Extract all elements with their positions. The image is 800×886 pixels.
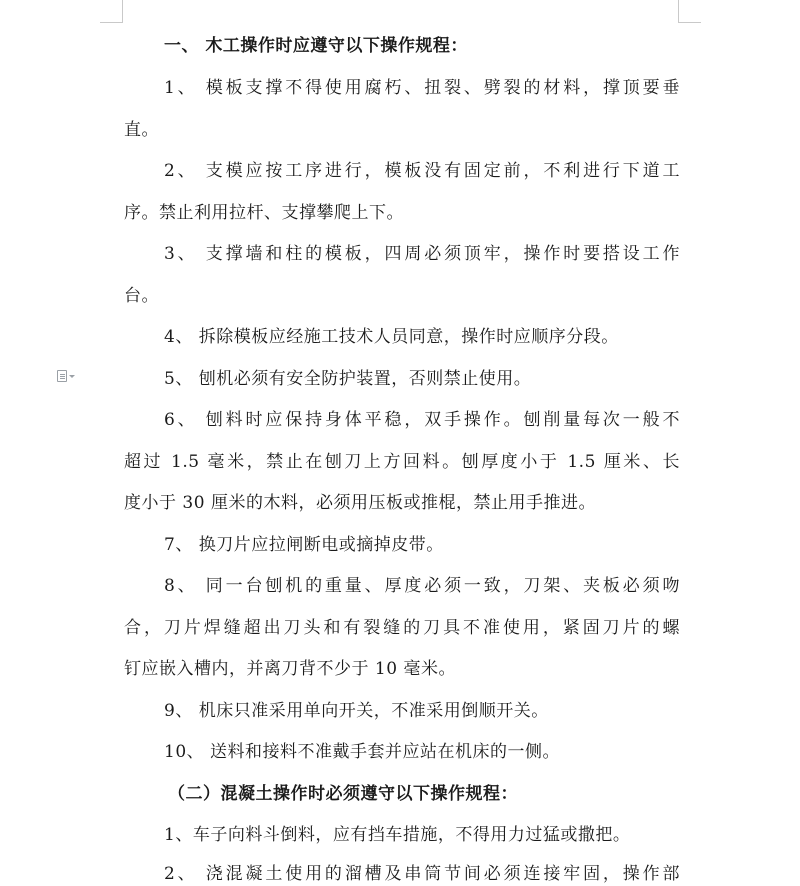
list-item-continuation: 合，刀片焊缝超出刀头和有裂缝的刀具不准使用，紧固刀片的螺 <box>124 618 680 638</box>
list-item: 1、车子向料斗倒料，应有挡车措施，不得用力过猛或撒把。 <box>164 825 631 845</box>
list-item-continuation: 钉应嵌入槽内，并离刀背不少于 10 毫米。 <box>124 659 456 679</box>
list-item: 5、 刨机必须有安全防护装置，否则禁止使用。 <box>164 369 532 389</box>
list-item: 7、 换刀片应拉闸断电或摘掉皮带。 <box>164 535 444 555</box>
list-item-continuation: 台。 <box>124 286 159 306</box>
list-item: 9、 机床只准采用单向开关，不准采用倒顺开关。 <box>164 701 549 721</box>
dropdown-arrow-icon <box>69 375 75 378</box>
list-item: 2、 支模应按工序进行，模板没有固定前，不利进行下道工 <box>164 161 680 181</box>
list-item: 6、 刨料时应保持身体平稳，双手操作。刨削量每次一般不 <box>164 410 680 430</box>
heading-woodwork: 一、 木工操作时应遵守以下操作规程： <box>164 36 468 56</box>
list-item-continuation: 序。禁止利用拉杆、支撑攀爬上下。 <box>124 203 404 223</box>
list-item-continuation: 超过 1.5 毫米，禁止在刨刀上方回料。刨厚度小于 1.5 厘米、长 <box>124 452 680 472</box>
paragraph-marker[interactable] <box>57 369 79 383</box>
list-item: 2、 浇混凝土使用的溜槽及串筒节间必须连接牢固，操作部 <box>164 864 680 884</box>
page-corner-mark-top-left <box>100 0 123 23</box>
list-item-continuation: 直。 <box>124 120 159 140</box>
list-item-continuation: 度小于 30 厘米的木料，必须用压板或推棍，禁止用手推进。 <box>124 493 596 513</box>
list-item: 1、 模板支撑不得使用腐朽、扭裂、劈裂的材料，撑顶要垂 <box>164 78 680 98</box>
list-item: 3、 支撑墙和柱的模板，四周必须顶牢，操作时要搭设工作 <box>164 244 680 264</box>
list-item: 8、 同一台刨机的重量、厚度必须一致，刀架、夹板必须吻 <box>164 576 680 596</box>
list-item: 4、 拆除模板应经施工技术人员同意，操作时应顺序分段。 <box>164 327 619 347</box>
heading-concrete: （二）混凝土操作时必须遵守以下操作规程： <box>168 784 518 804</box>
page-corner-mark-top-right <box>678 0 701 23</box>
list-item: 10、 送料和接料不准戴手套并应站在机床的一侧。 <box>164 742 561 762</box>
document-icon <box>57 370 67 382</box>
